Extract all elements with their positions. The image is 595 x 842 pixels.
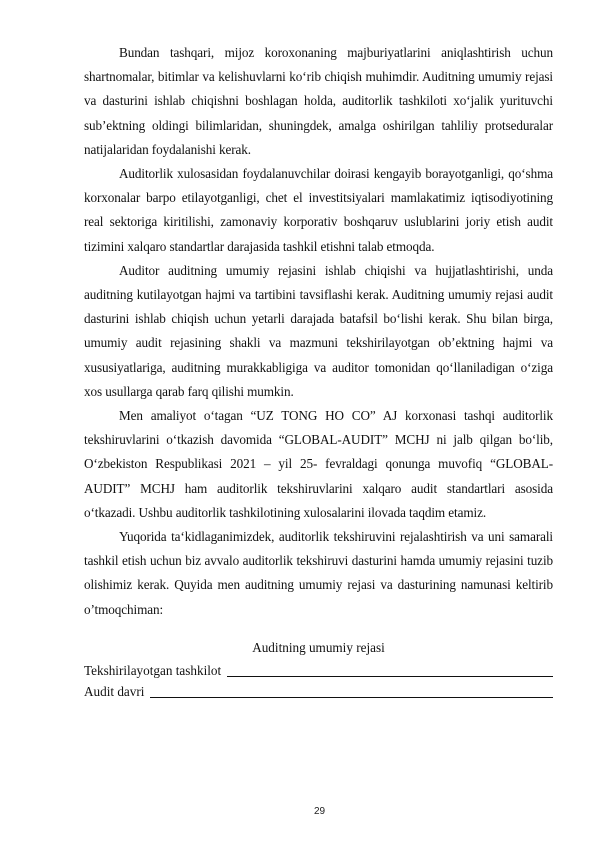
audit-period-label: Audit davri — [84, 683, 145, 699]
audited-organization-blank-line — [227, 660, 553, 677]
audit-period-blank-line — [150, 681, 553, 698]
page-number: 29 — [313, 806, 326, 817]
audit-period-field — [84, 681, 553, 702]
paragraph-3: Auditor auditning umumiy rejasini ishlab chiqishi va hujjatlashtirishi, unda auditning kutilayotgan hajmi va tartibini tavsiflashi kerak. Auditning umumiy rejasi audit dasturini ishlab chiqish uchun yetarli darajada batafsil bo‘lishi kerak. Shu bilan birga, umumiy audit rejasining shakli va mazmuni tekshirilayotgan ob’ektning hajmi va xususiyatlariga, auditning murakkabligiga va auditor tomonidan qo‘llaniladigan o‘ziga xos usullarga qarab farq qilishi mumkin. — [84, 262, 553, 399]
paragraph-2: Auditorlik xulosasidan foydalanuvchilar doirasi kengayib borayotganligi, qo‘shma korxonalar barpo etilayotganligi, chet el investitsiyalari mamlakatimiz iqtisodiyotining real sektoriga kiritilishi, zamonaviy korporativ boshqaruv uslublarini joriy etish audit tizimini xalqaro standartlar darajasida tashkil etishni talab etmoqda. — [84, 166, 553, 254]
body-text — [84, 41, 553, 702]
paragraph-5: Yuqorida ta‘kidlaganimizdek, auditorlik tekshiruvini rejalashtirish va uni samarali tashkil etish uchun biz avvalo auditorlik tekshiruvi dasturini hamda umumiy rejasini tuzib olishimiz kerak. Quyida men auditning umumiy rejasi va dasturining namunasi keltirib o’tmoqchiman: — [84, 529, 553, 617]
plan-title: Auditning umumiy rejasi — [252, 639, 385, 655]
paragraph-4: Men amaliyot o‘tagan “UZ TONG HO CO” AJ korxonasi tashqi auditorlik tekshiruvlarini o‘tkazish davomida “GLOBAL-AUDIT” MCHJ ni jalb qilgan bo‘lib, O‘zbekiston Respublikasi 2021 – yil 25- fevraldagi qonunga muvofiq “GLOBAL-AUDIT” MCHJ ham auditorlik tekshiruvlarini xalqaro audit standartlari asosida o‘tkazadi. Ushbu auditorlik tashkilotining xulosalarini ilovada taqdim etamiz. — [84, 408, 553, 520]
paragraph-1: Bundan tashqari, mijoz koroxonaning majburiyatlarini aniqlashtirish uchun shartnomalar, bitimlar va kelishuvlarni ko‘rib chiqish muhimdir. Auditning umumiy rejasi va dasturini ishlab chiqishni boshlagan holda, auditorlik tashkiloti xo‘jalik yurituvchi sub’ektning oldingi bilimlaridan, shuningdek, amalga oshirilgan tahliliy protseduralar natijalaridan foydalanishi kerak. — [84, 45, 553, 157]
audited-organization-label: Tekshirilayotgan tashkilot — [84, 662, 222, 678]
audited-organization-field — [84, 660, 553, 681]
